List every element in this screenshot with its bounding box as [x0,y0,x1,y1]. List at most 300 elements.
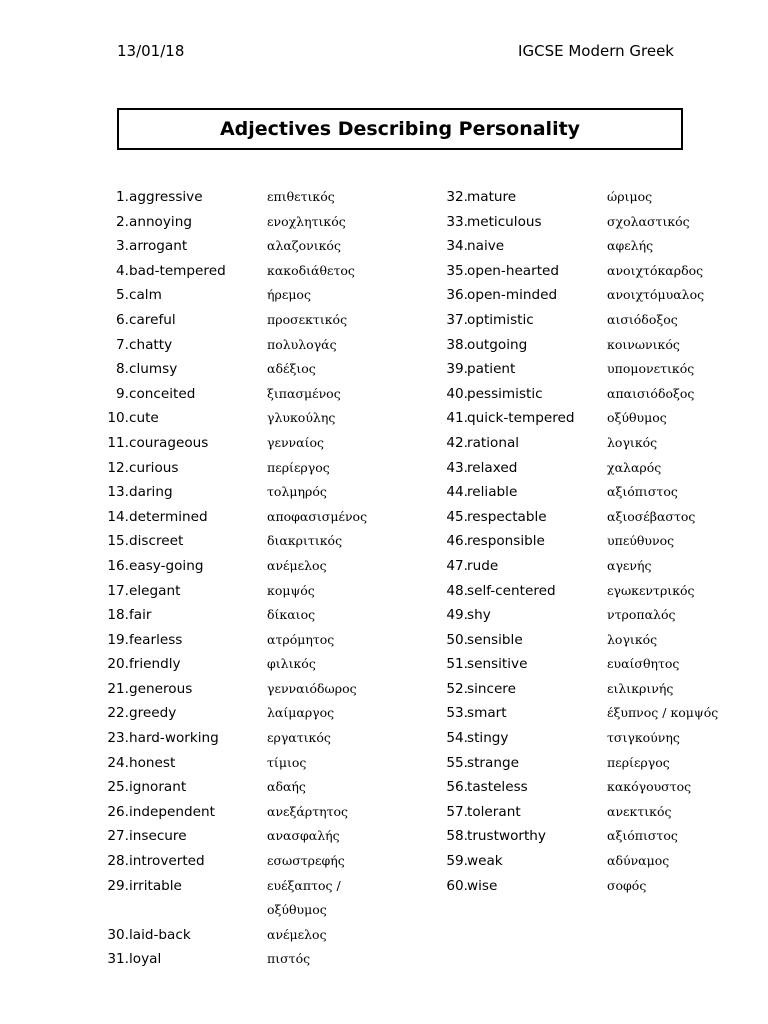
greek-word-line: απαισιόδοξος [607,385,695,401]
greek-word [607,554,651,579]
greek-word-line: κακόγουστος [607,779,692,795]
vocab-item [420,480,678,505]
greek-word-line: λογικός [607,631,658,647]
english-word: open-minded [467,287,558,304]
greek-word-line: αδύναμος [607,853,670,869]
item-number: 32. [446,189,468,205]
english-word: curious [129,459,179,476]
english-word: outgoing [467,336,528,353]
english-word: meticulous [467,213,542,230]
greek-word-line: φιλικός [267,656,316,672]
item-number: 45. [446,508,468,525]
item-number: 55. [446,754,468,771]
vocab-item [420,234,654,259]
vocab-item [84,308,348,333]
greek-word-line: διακριτικός [267,533,343,549]
item-number: 39. [446,361,468,378]
greek-word-line: πιστός [267,951,311,967]
item-number: 49. [446,607,468,624]
vocab-item [84,480,327,505]
greek-word [267,357,316,382]
vocab-item [420,456,662,481]
greek-word-line: γενναίος [267,434,325,450]
english-word: arrogant [129,238,188,255]
item-number: 54. [446,730,468,747]
greek-word [607,259,703,284]
english-word: loyal [129,951,162,968]
greek-word [267,701,334,726]
item-number: 27. [107,828,129,845]
english-word: reliable [467,484,518,501]
vocab-item [84,210,346,235]
vocab-item [84,185,335,210]
english-word: insecure [129,828,187,845]
vocab-item [420,357,695,382]
item-number: 22. [107,705,129,722]
greek-word-line: λαίμαργος [267,705,335,721]
vocab-item [84,849,345,874]
english-word: honest [129,754,176,771]
english-word: determined [129,508,208,525]
greek-word-line: ήρεμος [267,287,311,303]
item-number: 7. [116,336,129,353]
greek-word-line: πολυλογάς [267,336,337,352]
greek-word [267,947,310,972]
vocab-item [420,800,672,825]
item-number: 4. [116,262,129,279]
greek-word-line: αλαζονικός [267,238,341,254]
item-number: 17. [107,582,129,599]
greek-word [607,800,671,825]
greek-word [607,603,676,628]
english-word: stingy [467,730,509,747]
vocab-item [420,382,695,407]
english-word: annoying [129,213,192,230]
item-number: 12. [107,459,129,476]
vocab-list-right [420,185,719,898]
vocab-item [420,505,696,530]
item-number: 36. [446,287,468,304]
english-word: courageous [129,434,209,451]
vocab-item [420,628,658,653]
greek-word-line: ξιπασμένος [267,385,341,401]
greek-word-line: ανεκτικός [607,803,672,819]
item-number: 30. [107,926,129,943]
english-word: shy [467,607,491,624]
greek-word [267,456,330,481]
item-number: 13. [107,484,129,501]
greek-word [607,849,669,874]
english-word: smart [467,705,507,722]
vocab-item [84,701,335,726]
item-number: 21. [107,680,129,697]
vocab-item [420,185,653,210]
greek-word-line: δίκαιος [267,607,316,623]
vocab-item [84,382,341,407]
item-number: 5. [116,287,129,304]
item-number: 38. [446,336,468,353]
item-number: 47. [446,557,468,574]
vocab-item [420,283,705,308]
greek-word [607,505,695,530]
english-word: fearless [129,631,183,648]
greek-word [607,726,680,751]
vocab-item [84,923,327,948]
vocab-item [420,554,652,579]
vocab-item [420,751,670,776]
vocab-item [84,800,349,825]
item-number: 8. [116,361,129,378]
vocab-item [84,874,341,923]
vocab-item [84,579,315,604]
vocab-item [420,406,667,431]
greek-word [607,308,678,333]
english-word: careful [129,311,176,328]
english-word: aggressive [129,189,203,205]
english-word: tolerant [467,803,521,820]
greek-word-line: ειλικρινής [607,680,674,696]
item-number: 2. [116,213,129,230]
english-word: wise [467,877,498,894]
vocab-item [84,431,325,456]
greek-word [267,824,340,849]
greek-word [607,677,673,702]
greek-word-line: περίεργος [267,459,330,475]
english-word: self-centered [467,582,556,599]
greek-word-line: ντροπαλός [607,607,676,623]
greek-word-line: εργατικός [267,730,331,746]
item-number: 16. [107,557,129,574]
greek-word-line: κοινωνικός [607,336,680,352]
vocab-item [420,259,704,284]
item-number: 59. [446,853,468,870]
item-number: 56. [446,779,468,796]
greek-word-line: ανεξάρτητος [267,803,349,819]
greek-word [267,431,324,456]
greek-word [607,579,695,604]
english-word: chatty [129,336,173,353]
greek-word-line: ανοιχτόκαρδος [607,262,704,278]
english-word: greedy [129,705,177,722]
greek-word [267,505,367,530]
vocab-item [84,529,343,554]
header-date: 13/01/18 [117,42,185,60]
greek-word [267,308,347,333]
greek-word-line: λογικός [607,434,658,450]
english-word: bad-tempered [129,262,226,279]
item-number: 3. [116,238,129,255]
vocab-item [420,824,678,849]
greek-word [267,800,348,825]
english-word: strange [467,754,519,771]
vocab-item [420,333,680,358]
item-number: 52. [446,680,468,697]
vocab-item [420,726,680,751]
greek-word-line: αδαής [267,779,306,795]
greek-word [267,382,341,407]
greek-word-line: ανοιχτόμυαλος [607,287,705,303]
greek-word [267,554,327,579]
english-word: introverted [129,853,205,870]
greek-word-line: εσωστρεφής [267,853,345,869]
greek-word [267,726,331,751]
greek-word [607,775,691,800]
greek-word [267,234,341,259]
vocab-item [420,308,678,333]
item-number: 18. [107,607,129,624]
greek-word-line: οξύθυμος [607,410,667,426]
greek-word [267,480,327,505]
greek-word-line: οξύθυμος [267,902,327,918]
english-word: responsible [467,533,545,550]
vocab-list-left [84,185,368,972]
vocab-item [84,357,316,382]
greek-word [607,234,653,259]
item-number: 40. [446,385,468,402]
item-number: 41. [446,410,468,427]
vocab-item [420,431,658,456]
vocab-item [84,234,341,259]
title-box [117,108,683,150]
english-word: conceited [129,385,196,402]
item-number: 31. [107,951,129,968]
english-word: fair [129,607,152,624]
greek-word-line: κομψός [267,582,315,598]
english-word: patient [467,361,516,378]
english-word: naive [467,238,505,255]
item-number: 9. [116,385,129,402]
item-number: 10. [107,410,129,427]
item-number: 58. [446,828,468,845]
greek-word [607,751,670,776]
vocab-item [84,775,306,800]
english-word: friendly [129,656,181,673]
vocab-item [84,677,357,702]
greek-word [267,923,327,948]
item-number: 46. [446,533,468,550]
english-word: independent [129,803,215,820]
english-word: irritable [129,877,182,894]
english-word: quick-tempered [467,410,575,427]
greek-word [607,382,694,407]
english-word: laid-back [129,926,191,943]
greek-word [607,701,718,726]
greek-word [267,333,337,358]
english-word: easy-going [129,557,204,574]
greek-word [607,210,690,235]
greek-word-line: αξιοσέβαστος [607,508,696,524]
item-number: 53. [446,705,468,722]
greek-word-line: ανέμελος [267,557,327,573]
english-word: sincere [467,680,516,697]
vocab-item [84,603,316,628]
vocab-item [420,701,719,726]
vocab-item [84,333,337,358]
vocab-item [84,406,336,431]
greek-word [607,283,704,308]
greek-word [267,874,341,923]
greek-word [607,406,667,431]
greek-word [267,603,315,628]
greek-word [607,874,646,899]
greek-word [267,210,346,235]
vocab-item [84,554,327,579]
vocab-item [420,210,690,235]
vocab-item [84,259,355,284]
greek-word-line: ανέμελος [267,926,327,942]
item-number: 35. [446,262,468,279]
greek-word [607,480,678,505]
item-number: 6. [116,311,129,328]
english-word: calm [129,287,162,304]
item-number: 1. [116,189,129,205]
english-word: optimistic [467,311,534,328]
greek-word [607,431,657,456]
greek-word [267,259,355,284]
greek-word-line: υπομονετικός [607,361,695,377]
item-number: 28. [107,853,129,870]
vocab-item [84,652,316,677]
item-number: 50. [446,631,468,648]
english-word: discreet [129,533,184,550]
english-word: ignorant [129,779,187,796]
greek-word-line: ευέξαπτος / [267,877,341,893]
vocab-item [420,677,674,702]
vocab-item [420,652,680,677]
item-number: 26. [107,803,129,820]
vocab-item [84,751,307,776]
greek-word-line: εγωκεντρικός [607,582,695,598]
greek-word [607,824,678,849]
greek-word-line: αγενής [607,557,652,573]
vocab-item [420,579,695,604]
greek-word [607,652,679,677]
greek-word [267,775,306,800]
item-number: 25. [107,779,129,796]
english-word: pessimistic [467,385,543,402]
item-number: 42. [446,434,468,451]
english-word: clumsy [129,361,178,378]
vocab-item [420,849,670,874]
greek-word-line: αφελής [607,238,654,254]
vocab-item [420,775,692,800]
greek-word [267,849,345,874]
greek-word [607,456,661,481]
greek-word-line: σχολαστικός [607,213,690,229]
english-word: tasteless [467,779,528,796]
greek-word [267,185,335,210]
greek-word [267,628,334,653]
greek-word-line: έξυπνος / κομψός [607,705,719,721]
english-word: weak [467,853,503,870]
greek-word-line: γλυκούλης [267,410,336,426]
english-word: sensible [467,631,523,648]
item-number: 34. [446,238,468,255]
english-word: trustworthy [467,828,546,845]
item-number: 19. [107,631,129,648]
vocab-item [84,628,335,653]
greek-word-line: τίμιος [267,754,307,770]
greek-word [267,751,306,776]
item-number: 44. [446,484,468,501]
item-number: 14. [107,508,129,525]
english-word: daring [129,484,173,501]
greek-word-line: ώριμος [607,189,653,204]
greek-word [607,185,652,210]
vocab-item [420,529,675,554]
item-number: 15. [107,533,129,550]
item-number: 37. [446,311,468,328]
greek-word [267,529,342,554]
greek-word-line: σοφός [607,877,647,893]
greek-word-line: αξιόπιστος [607,484,678,500]
greek-word-line: τσιγκούνης [607,730,680,746]
greek-word [267,677,357,702]
greek-word-line: ανασφαλής [267,828,340,844]
greek-word [607,529,674,554]
greek-word-line: αδέξιος [267,361,316,377]
item-number: 51. [446,656,468,673]
item-number: 48. [446,582,468,599]
english-word: cute [129,410,159,427]
english-word: mature [467,189,517,205]
vocab-item [84,947,311,972]
greek-word-line: τολμηρός [267,484,327,500]
vocab-item [420,603,676,628]
greek-word-line: ενοχλητικός [267,213,346,229]
vocab-item [420,874,647,899]
english-word: generous [129,680,193,697]
header-course: IGCSE Modern Greek [518,42,674,60]
english-word: respectable [467,508,547,525]
item-number: 60. [446,877,468,894]
item-number: 20. [107,656,129,673]
greek-word [607,628,657,653]
vocab-item [84,824,340,849]
greek-word [267,579,315,604]
item-number: 29. [107,877,129,894]
english-word: hard-working [129,730,219,747]
greek-word-line: περίεργος [607,754,670,770]
english-word: rude [467,557,499,574]
english-word: sensitive [467,656,528,673]
item-number: 43. [446,459,468,476]
greek-word [267,406,335,431]
english-word: elegant [129,582,181,599]
greek-word [607,333,680,358]
greek-word [267,652,316,677]
greek-word-line: επιθετικός [267,189,335,204]
greek-word-line: αποφασισμένος [267,508,368,524]
vocab-item [84,456,330,481]
item-number: 57. [446,803,468,820]
greek-word-line: γενναιόδωρος [267,680,357,696]
greek-word-line: χαλαρός [607,459,662,475]
greek-word [267,283,311,308]
item-number: 23. [107,730,129,747]
item-number: 11. [107,434,129,451]
greek-word-line: ευαίσθητος [607,656,680,672]
greek-word-line: προσεκτικός [267,311,348,327]
item-number: 33. [446,213,468,230]
vocab-item [84,283,311,308]
greek-word [607,357,694,382]
vocab-item [84,726,331,751]
greek-word-line: αισιόδοξος [607,311,678,327]
greek-word-line: υπεύθυνος [607,533,675,549]
english-word: relaxed [467,459,518,476]
item-number: 24. [107,754,129,771]
